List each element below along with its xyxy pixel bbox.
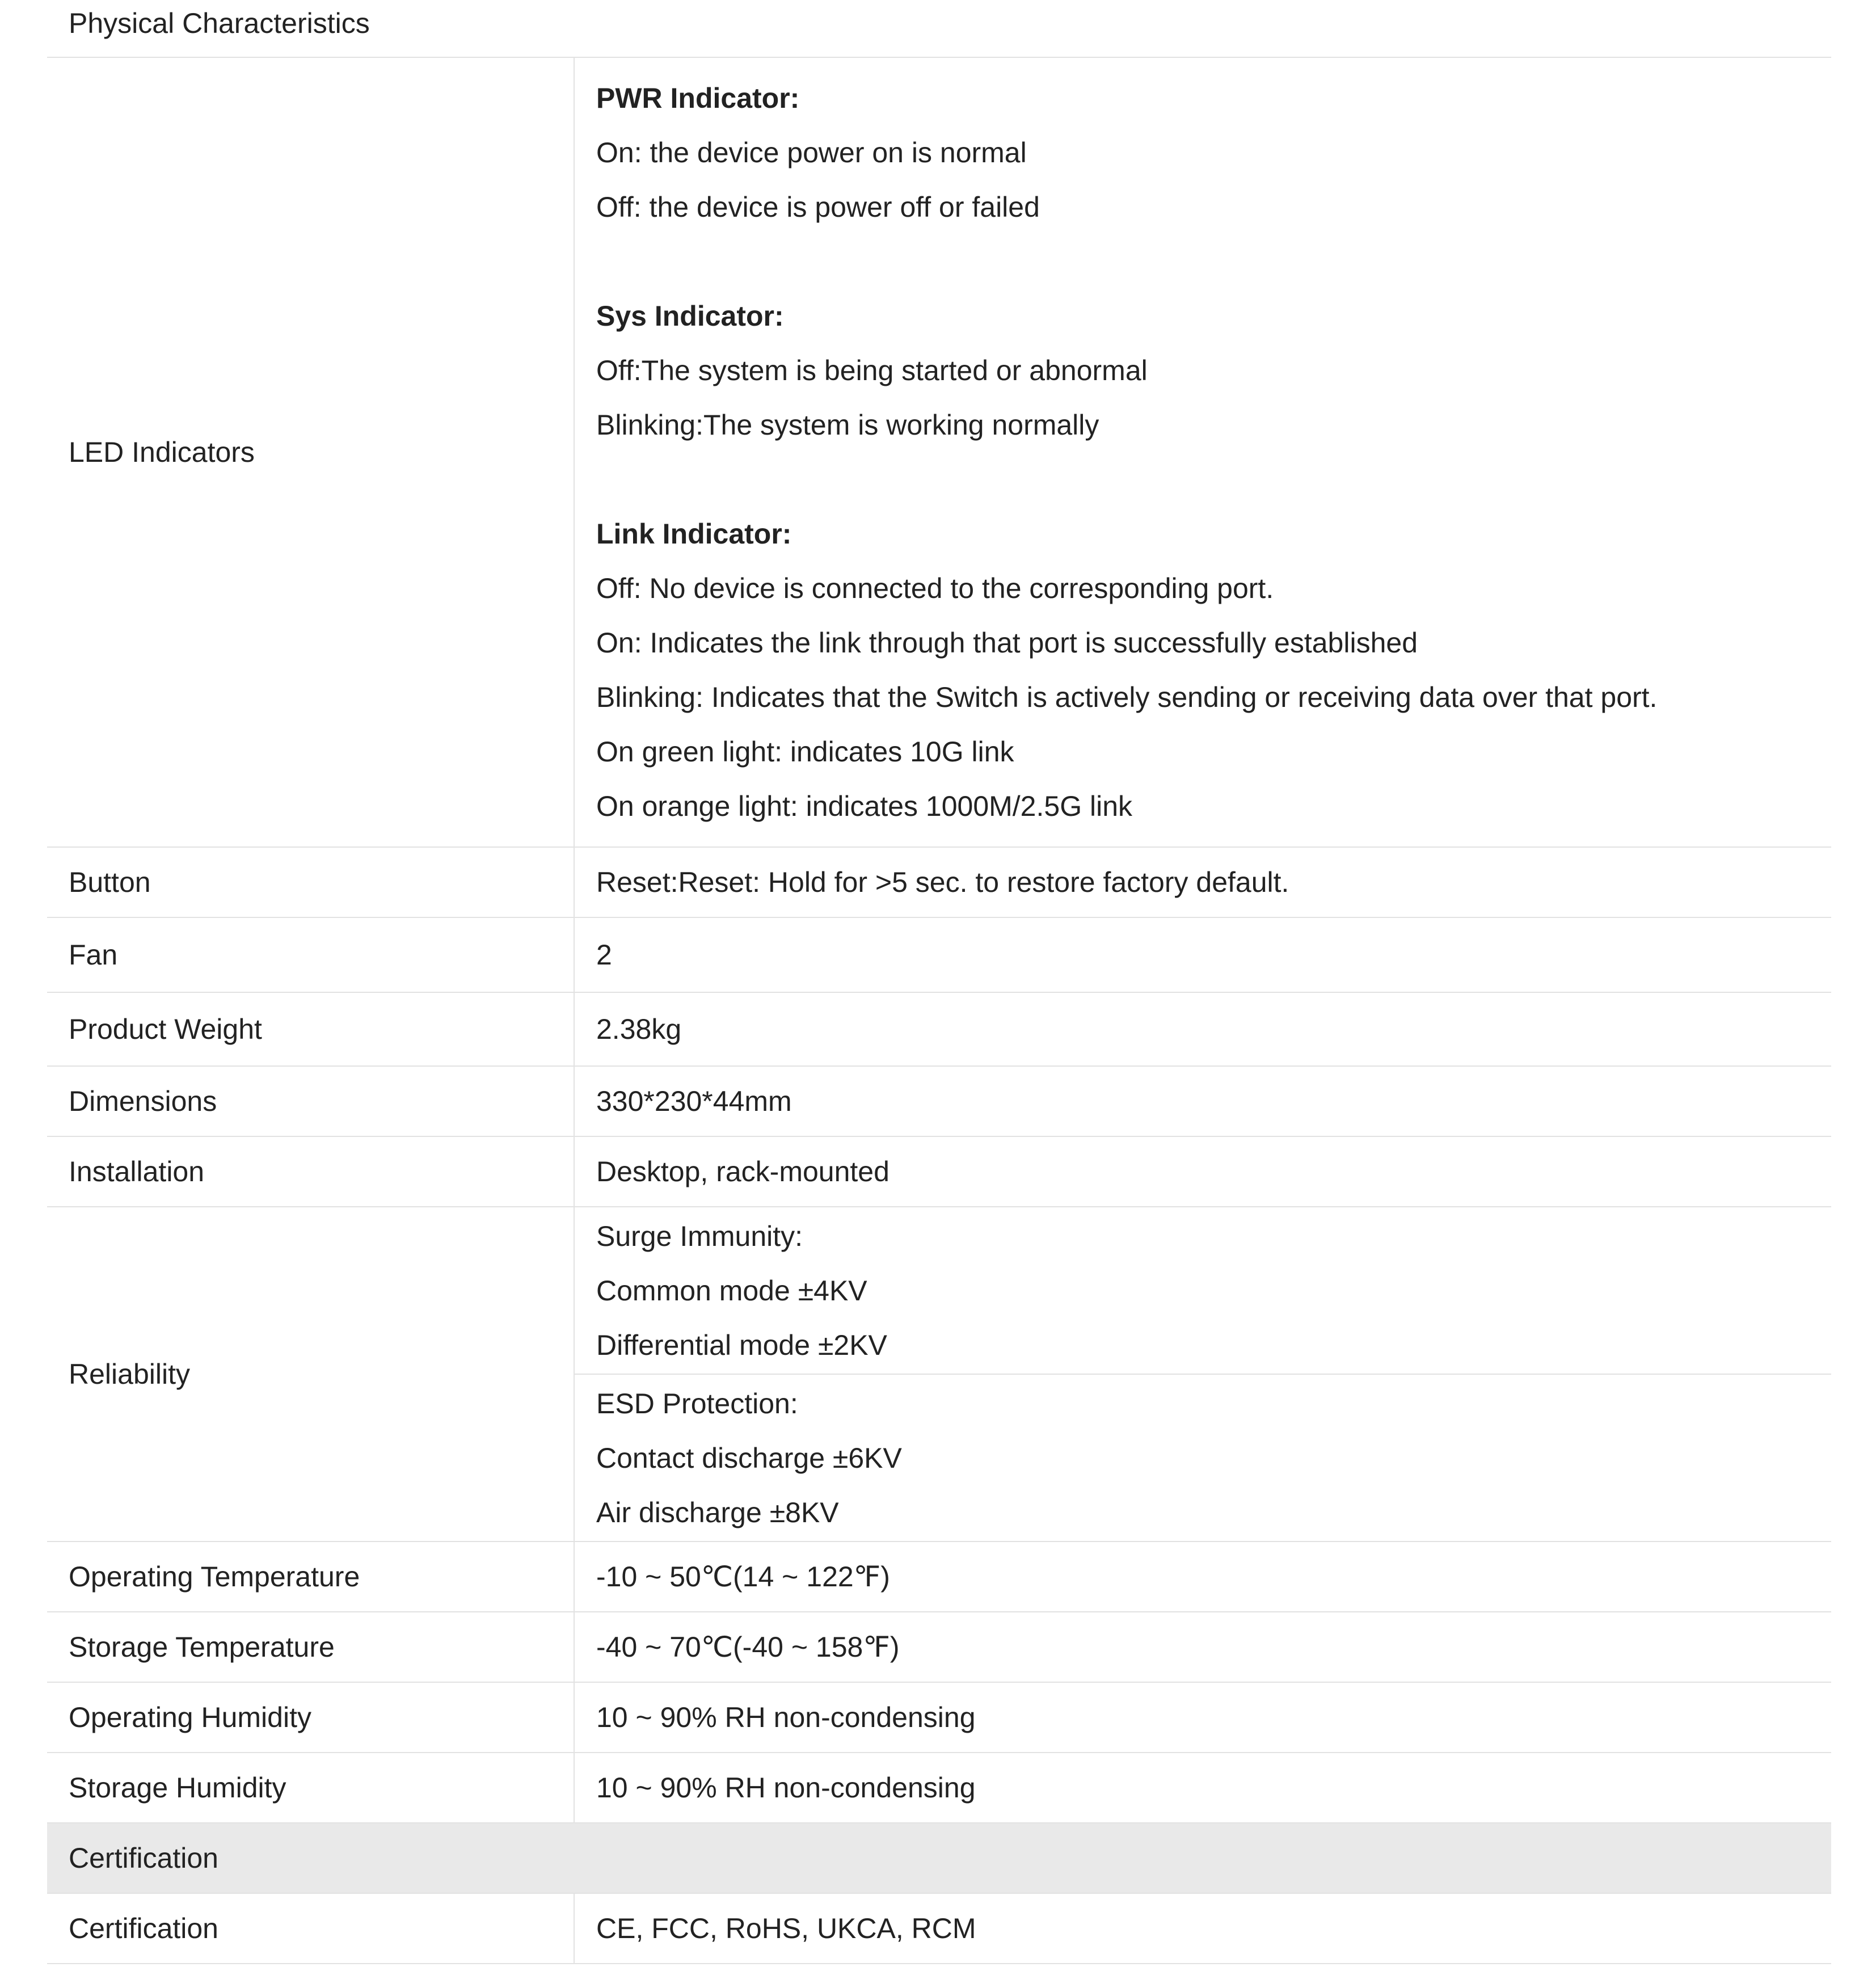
row-label: Dimensions — [47, 1067, 575, 1136]
table-row-installation — [47, 1137, 1831, 1207]
link-indicator-heading: Link Indicator: — [596, 518, 792, 550]
section-header-certification — [47, 1823, 1831, 1894]
row-label: Operating Humidity — [47, 1683, 575, 1752]
surge-line: Differential mode ±2KV — [596, 1329, 887, 1361]
row-value: 2.38kg — [596, 1013, 682, 1045]
row-label: Installation — [47, 1137, 575, 1206]
row-value: 2 — [596, 939, 612, 971]
table-row-led-indicators — [47, 58, 1831, 848]
link-indicator-line: Blinking: Indicates that the Switch is actively sending or receiving data over that port. — [596, 681, 1658, 713]
row-value: 330*230*44mm — [596, 1085, 792, 1117]
row-value: -40 ~ 70℃(-40 ~ 158℉) — [596, 1631, 900, 1663]
row-value — [575, 1207, 1831, 1541]
row-value: CE, FCC, RoHS, UKCA, RCM — [596, 1913, 976, 1944]
esd-line: Air discharge ±8KV — [596, 1496, 839, 1528]
table-row-fan — [47, 918, 1831, 993]
surge-line: Common mode ±4KV — [596, 1274, 867, 1307]
sys-indicator-line: Blinking:The system is working normally — [596, 409, 1099, 441]
row-label: Operating Temperature — [47, 1542, 575, 1611]
table-row-product-weight — [47, 993, 1831, 1067]
link-indicator-line: On green light: indicates 10G link — [596, 736, 1014, 768]
table-row-button — [47, 848, 1831, 918]
row-label: Product Weight — [47, 993, 575, 1065]
row-value: Desktop, rack-mounted — [596, 1156, 889, 1187]
sys-indicator-line: Off:The system is being started or abnormal — [596, 355, 1148, 386]
table-row-operating-temperature — [47, 1542, 1831, 1612]
row-value — [575, 58, 1831, 846]
row-label: Storage Humidity — [47, 1753, 575, 1822]
esd-protection-block — [575, 1375, 1831, 1541]
sys-indicator-heading: Sys Indicator: — [596, 300, 784, 332]
row-value: 10 ~ 90% RH non-condensing — [596, 1701, 976, 1733]
link-indicator-line: On orange light: indicates 1000M/2.5G link — [596, 790, 1132, 822]
link-indicator-line: Off: No device is connected to the corresponding port. — [596, 572, 1274, 604]
row-label: Reliability — [47, 1207, 575, 1541]
table-row-certification — [47, 1894, 1831, 1964]
table-row-operating-humidity — [47, 1683, 1831, 1753]
section-header-physical — [47, 0, 1831, 58]
row-label: Fan — [47, 918, 575, 992]
table-row-storage-humidity — [47, 1753, 1831, 1823]
section-title: Certification — [69, 1842, 218, 1874]
link-indicator-line: On: Indicates the link through that port is successfully established — [596, 627, 1418, 659]
row-label: Storage Temperature — [47, 1612, 575, 1682]
row-label: Button — [47, 848, 575, 917]
surge-immunity-block — [575, 1207, 1831, 1375]
pwr-indicator-line: On: the device power on is normal — [596, 137, 1027, 169]
row-value: Reset:Reset: Hold for >5 sec. to restore factory default. — [596, 866, 1289, 898]
surge-line: Surge Immunity: — [596, 1220, 803, 1252]
row-label: LED Indicators — [47, 58, 575, 846]
row-label: Certification — [47, 1894, 575, 1963]
spec-table — [47, 0, 1831, 1964]
section-title: Physical Characteristics — [69, 7, 370, 39]
esd-line: Contact discharge ±6KV — [596, 1442, 902, 1474]
table-row-storage-temperature — [47, 1612, 1831, 1683]
table-row-reliability — [47, 1207, 1831, 1542]
table-row-dimensions — [47, 1067, 1831, 1137]
row-value: -10 ~ 50℃(14 ~ 122℉) — [596, 1561, 890, 1593]
esd-line: ESD Protection: — [596, 1387, 798, 1420]
pwr-indicator-heading: PWR Indicator: — [596, 82, 800, 114]
row-value: 10 ~ 90% RH non-condensing — [596, 1772, 976, 1804]
pwr-indicator-line: Off: the device is power off or failed — [596, 191, 1040, 223]
